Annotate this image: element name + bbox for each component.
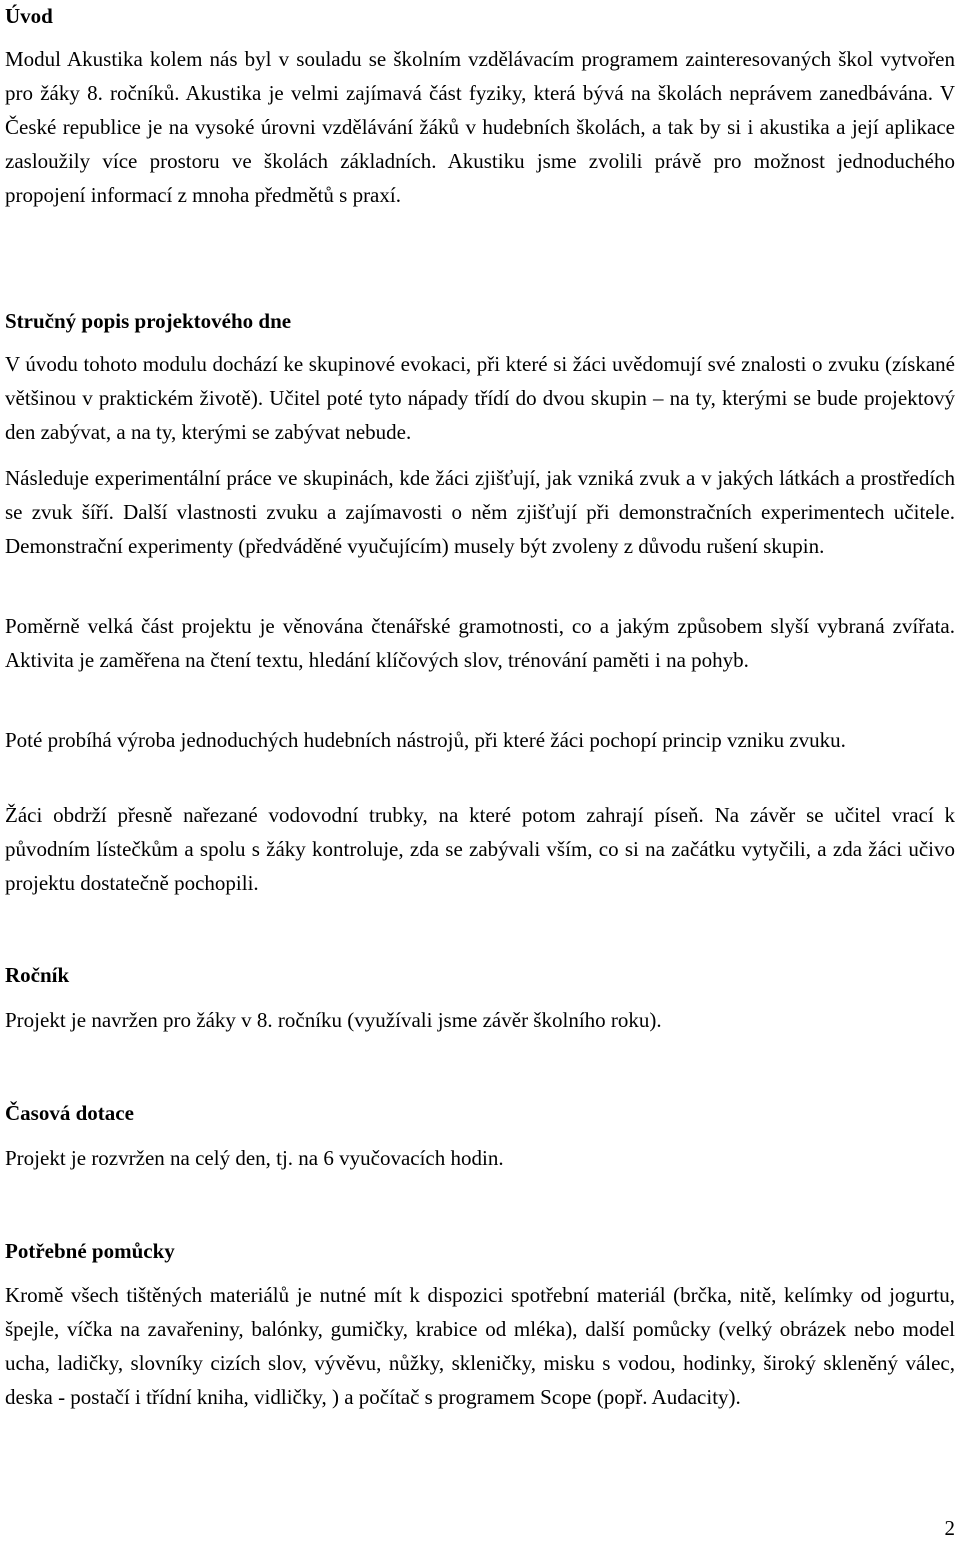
paragraph-rocnik: Projekt je navržen pro žáky v 8. ročníku (využívali jsme závěr školního roku). [5,1008,662,1032]
paragraph-popis-1: V úvodu tohoto modulu dochází ke skupinové evokaci, při které si žáci uvědomují své znalosti o zvuku (získané většinou v praktickém životě). Učitel poté tyto nápady třídí do dvou skupin – na ty, kterými se bude projektový den zabývat, a na ty, kterými se zabývat nebude. [5,352,955,444]
section-heading-popis: Stručný popis projektového dne [5,309,292,333]
section-heading-dotace: Časová dotace [5,1101,134,1125]
section-heading-rocnik: Ročník [5,963,70,987]
paragraph-popis-2: Následuje experimentální práce ve skupinách, kde žáci zjišťují, jak vzniká zvuk a v jakých látkách a prostředích se zvuk šíří. Další vlastnosti zvuku a zajímavosti o něm zjišťují při demonstračních experimentech učitele. Demonstrační experimenty (předváděné vyučujícím) musely být zvoleny z důvodu rušení skupin. [5,466,955,558]
section-heading-uvod: Úvod [5,4,53,28]
paragraph-pomucky: Kromě všech tištěných materiálů je nutné mít k dispozici spotřební materiál (brčka, nitě, kelímky od jogurtu, špejle, víčka na zavařeniny, balónky, gumičky, krabice od mléka), další pomůcky (velký obrázek nebo model ucha, ladičky, slovníky cizích slov, vývěvu, nůžky, skleničky, misku s vodou, hodinky, široký skleněný válec, deska - postačí i třídní kniha, vidličky, ) a počítač s programem Scope (popř. Audacity). [5,1283,955,1409]
page-number: 2 [944,1516,955,1540]
section-heading-pomucky: Potřebné pomůcky [5,1239,175,1263]
paragraph-popis-5: Žáci obdrží přesně nařezané vodovodní trubky, na které potom zahrají píseň. Na závěr se učitel vrací k původním lístečkům a spolu s žáky kontroluje, zda se zabývali vším, co si na začátku vytyčili, a zda žáci učivo projektu dostatečně pochopili. [5,803,955,895]
paragraph-dotace: Projekt je rozvržen na celý den, tj. na 6 vyučovacích hodin. [5,1146,504,1170]
paragraph-popis-4: Poté probíhá výroba jednoduchých hudebních nástrojů, při které žáci pochopí princip vzniku zvuku. [5,728,846,752]
paragraph-uvod: Modul Akustika kolem nás byl v souladu se školním vzdělávacím programem zainteresovaných škol vytvořen pro žáky 8. ročníků. Akustika je velmi zajímavá část fyziky, která bývá na školách neprávem zanedbávána. V České republice je na vysoké úrovni vzdělávání žáků v hudebních školách, a tak by si i akustika a její aplikace zasloužily více prostoru ve školách základních. Akustiku jsme zvolili právě pro možnost jednoduchého propojení informací z mnoha předmětů s praxí. [5,47,955,207]
paragraph-popis-3: Poměrně velká část projektu je věnována čtenářské gramotnosti, co a jakým způsobem slyší vybraná zvířata. Aktivita je zaměřena na čtení textu, hledání klíčových slov, trénování paměti i na pohyb. [5,614,955,672]
